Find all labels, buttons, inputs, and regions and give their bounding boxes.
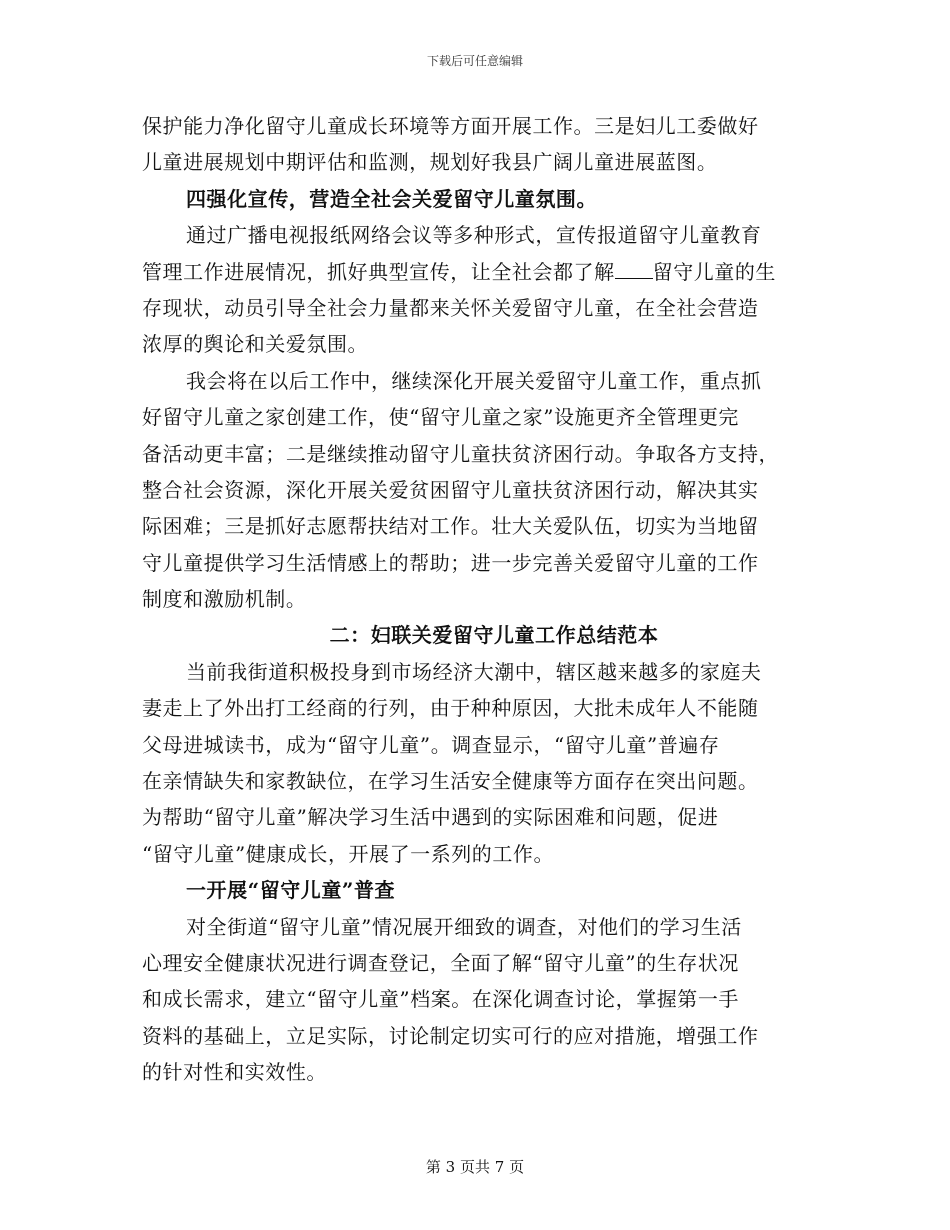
- document-body: [142, 108, 806, 1091]
- paragraph-line: 为帮助“留守儿童”解决学习生活中遇到的实际困难和问题，促进: [142, 805, 719, 830]
- paragraph-line: 际困难；三是抓好志愿帮扶结对工作。壮大关爱队伍，切实为当地留: [142, 514, 759, 539]
- paragraph-line: 心理安全健康状况进行调查登记，全面了解“留守儿童”的生存状况: [142, 950, 739, 975]
- paragraph-line: 妻走上了外出打工经商的行列，由于种种原因，大批未成年人不能随: [142, 696, 759, 721]
- paragraph-line: 我会将在以后工作中，继续深化开展关爱留守儿童工作，重点抓: [186, 368, 762, 393]
- paragraph-line: 的针对性和实效性。: [142, 1060, 327, 1085]
- paragraph-line: 浓厚的舆论和关爱氛围。: [142, 332, 369, 357]
- fill-in-blank: [615, 260, 653, 279]
- paragraph-line: 通过广播电视报纸网络会议等多种形式，宣传报道留守儿童教育: [186, 223, 762, 248]
- page-number: 第 3 页共 7 页: [425, 1158, 525, 1176]
- document-title: 二：妇联关爱留守儿童工作总结范本: [329, 623, 659, 648]
- paragraph-line: 好留守儿童之家创建工作，使“留守儿童之家”设施更齐全管理更完: [142, 405, 739, 430]
- paragraph-line: 保护能力净化留守儿童成长环境等方面开展工作。三是妇儿工委做好: [142, 114, 759, 138]
- paragraph-line: 父母进城读书，成为“留守儿童”。调查显示，“留守儿童”普遍存: [142, 732, 720, 757]
- paragraph-line: 备活动更丰富；二是继续推动留守儿童扶贫济困行动。争取各方支持，: [142, 441, 780, 466]
- paragraph-line: 制度和激励机制。: [142, 587, 307, 612]
- paragraph-line: 和成长需求，建立“留守儿童”档案。在深化调查讨论，掌握第一手: [142, 987, 739, 1012]
- paragraph-line: 儿童进展规划中期评估和监测，规划好我县广阔儿童进展蓝图。: [142, 150, 718, 175]
- paragraph-line: 对全街道“留守儿童”情况展开细致的调查，对他们的学习生活: [186, 914, 742, 939]
- paragraph-line: 在亲情缺失和家教缺位，在学习生活安全健康等方面存在突出问题。: [142, 769, 759, 794]
- line-text-before-blank: 管理工作进展情况，抓好典型宣传，让全社会都了解: [142, 259, 615, 284]
- section-heading: 一开展“留守儿童”普查: [186, 878, 396, 903]
- paragraph-line: 存现状，动员引导全社会力量都来关怀关爱留守儿童，在全社会营造: [142, 295, 759, 320]
- paragraph-line: 当前我街道积极投身到市场经济大潮中，辖区越来越多的家庭夫: [186, 659, 762, 684]
- paragraph-line-with-blank: [142, 254, 806, 290]
- paragraph-line: “留守儿童”健康成长，开展了一系列的工作。: [142, 841, 554, 866]
- paragraph-line: 资料的基础上，立足实际，讨论制定切实可行的应对措施，增强工作: [142, 1023, 759, 1048]
- paragraph-line: 整合社会资源，深化开展关爱贫困留守儿童扶贫济困行动，解决其实: [142, 477, 759, 502]
- paragraph-line: 守儿童提供学习生活情感上的帮助；进一步完善关爱留守儿童的工作: [142, 550, 759, 575]
- line-text-after-blank: 留守儿童的生: [652, 259, 776, 284]
- section-heading: 四强化宣传，营造全社会关爱留守儿童氛围。: [186, 186, 597, 211]
- page-header: 下载后可任意编辑: [426, 54, 523, 68]
